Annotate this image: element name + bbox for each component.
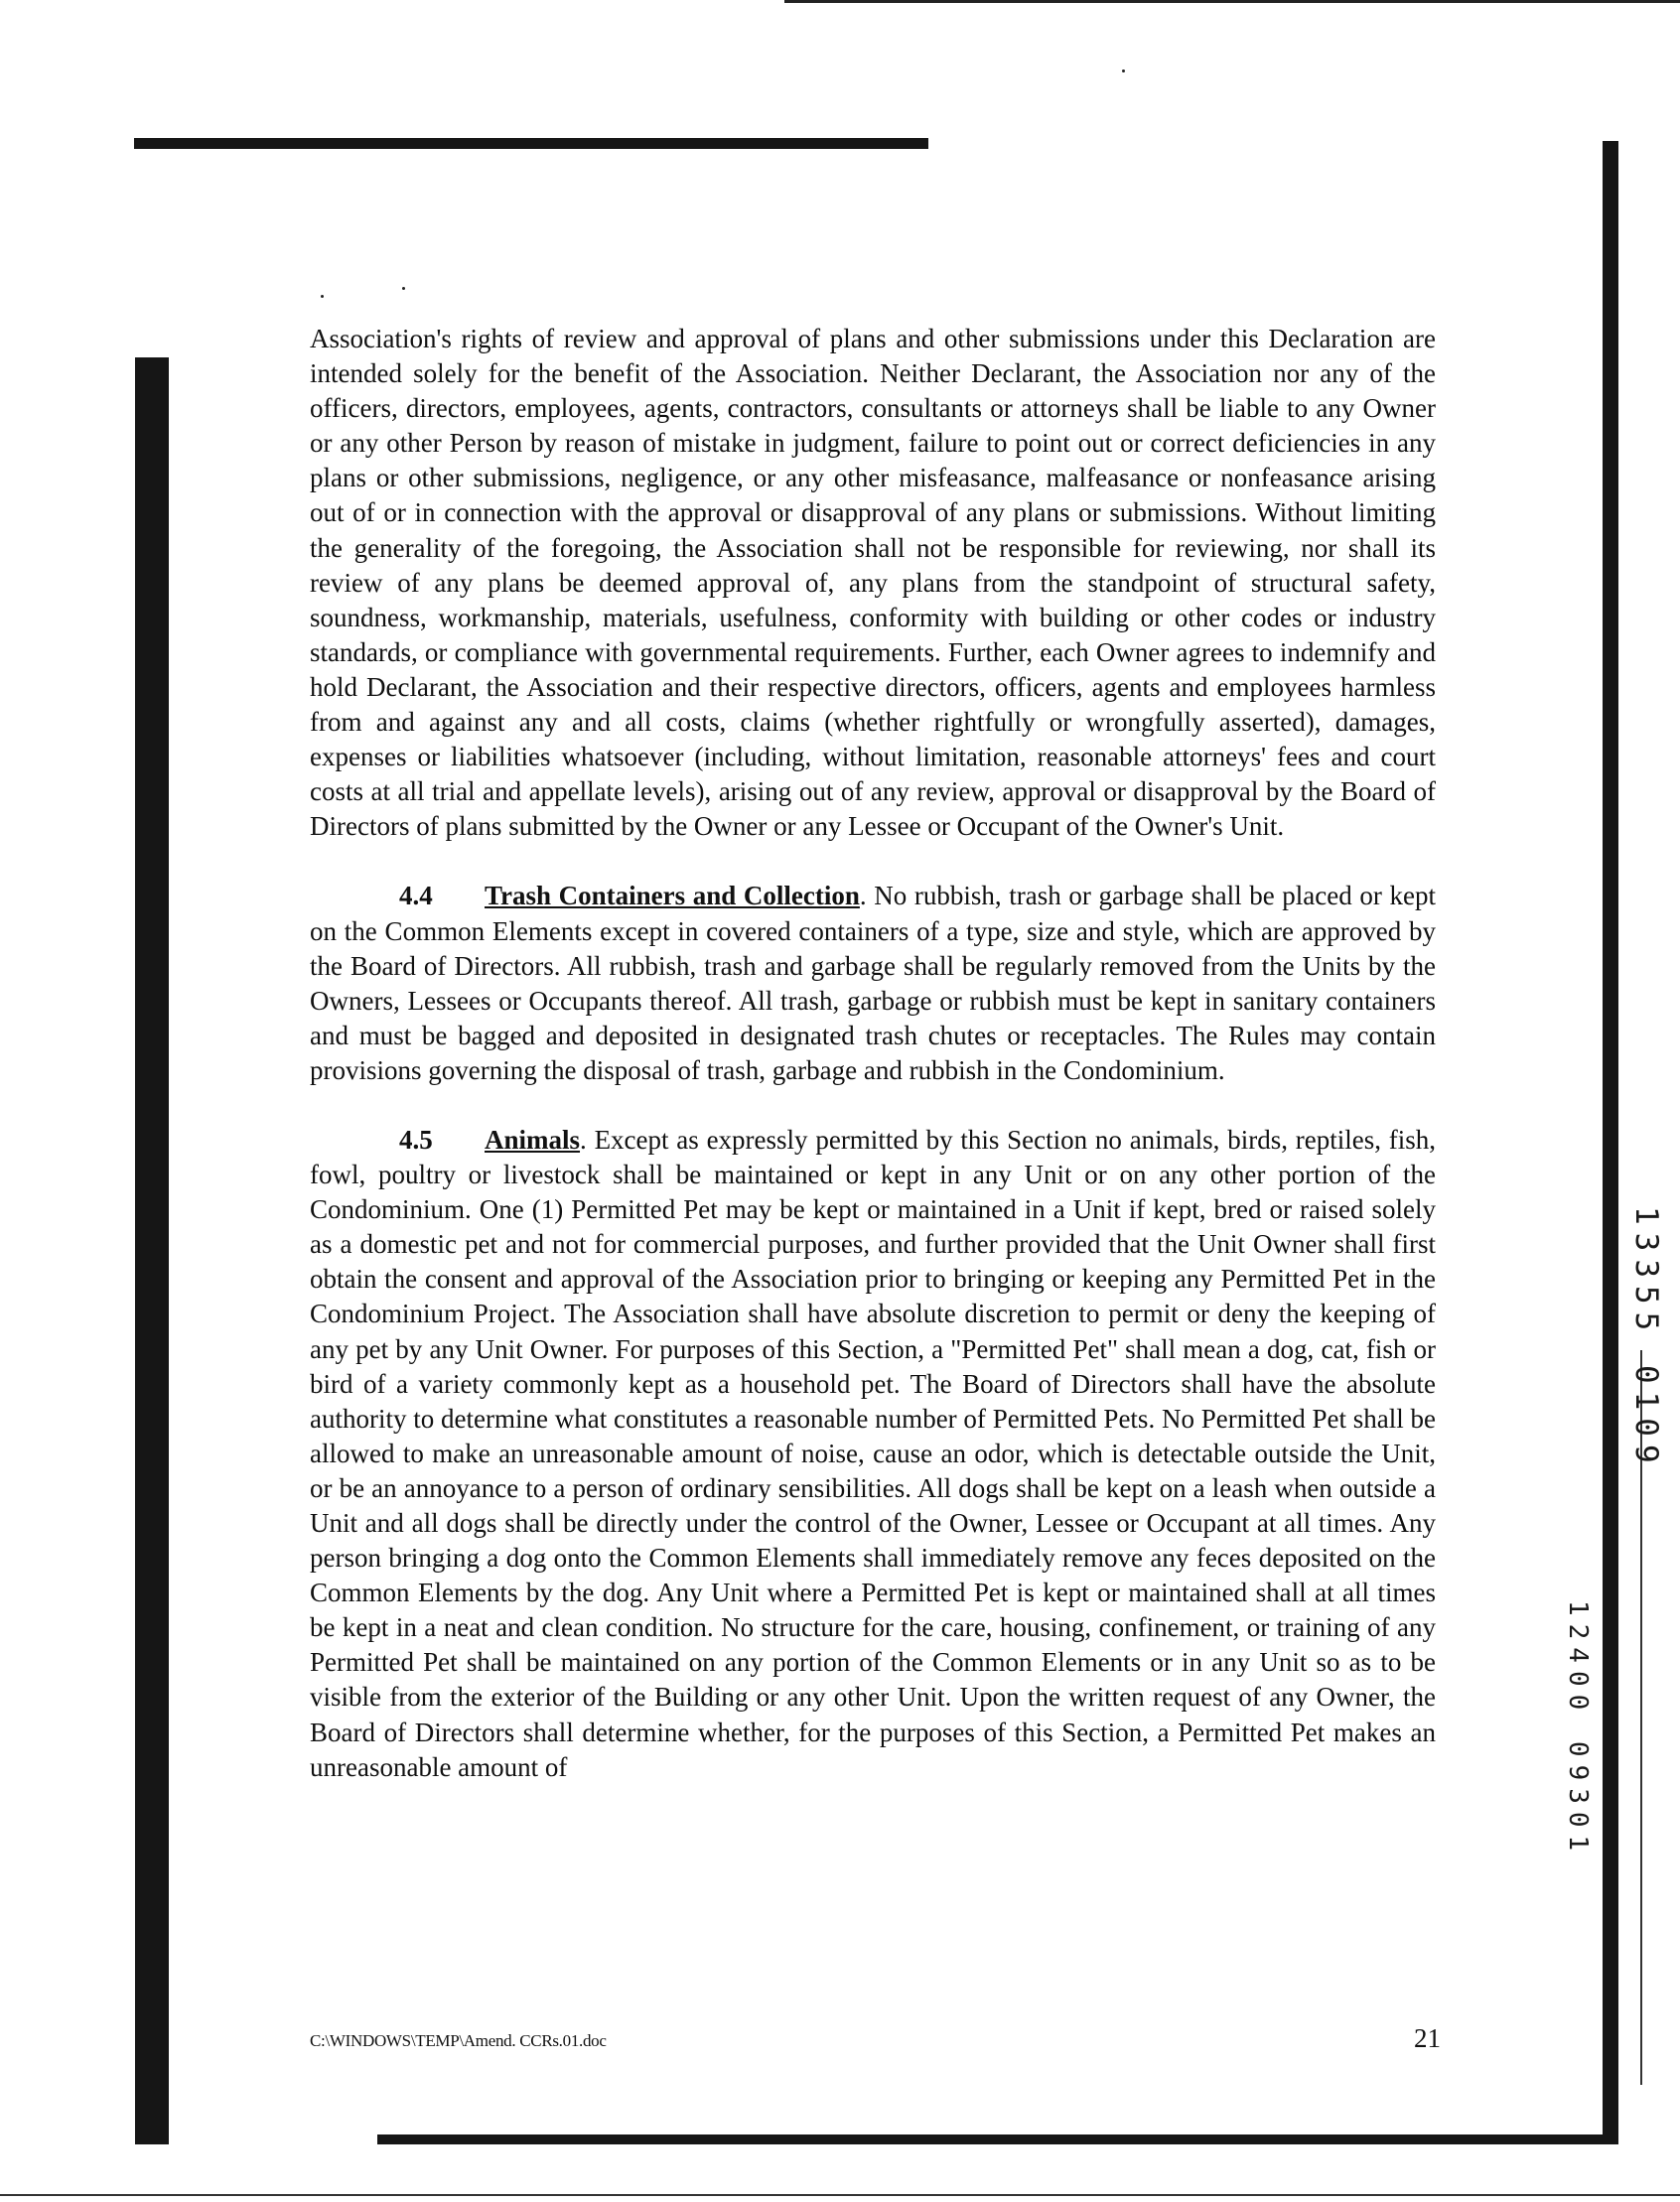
- section-text: . No rubbish, trash or garbage shall be placed or kept on the Common Elements except in covered containers of a type, size and style, which are approved by the Board of Directors. All rubbish, trash and garbage shall be regularly removed from the Units by the Owners, Lessees or Occupants thereof. All trash, garbage or rubbish must be kept in sanitary containers and must be bagged and deposited in designated trash chutes or receptacles. The Rules may contain provisions governing the disposal of trash, garbage and rubbish in the Condominium.: [310, 881, 1436, 1085]
- scan-speck: [321, 295, 324, 298]
- left-scan-bar: [135, 357, 169, 2144]
- section-number: 4.4: [399, 881, 433, 911]
- right-scan-bar: [1603, 141, 1618, 2144]
- section-4-5: [310, 1123, 1436, 1785]
- document-body: [310, 322, 1436, 1820]
- page-number: 21: [1414, 2023, 1441, 2053]
- section-number: 4.5: [399, 1124, 433, 1155]
- paragraph-review-approval: Association's rights of review and approval of plans and other submissions under this Declaration are intended solely for the benefit of the Association. Neither Declarant, the Association nor any of the officers, directors, employees, agents, contractors, consultants or attorneys shall be liable to any Owner or any other Person by reason of mistake in judgment, failure to point out or correct deficiencies in any plans or other submissions, negligence, or any other misfeasance, malfeasance or nonfeasance arising out of or in connection with the approval or disapproval of any plans or submissions. Without limiting the generality of the foregoing, the Association shall not be responsible for reviewing, nor shall its review of any plans be deemed approval of, any plans from the standpoint of structural safety, soundness, workmanship, materials, usefulness, conformity with building or other codes or industry standards, or compliance with governmental requirements. Further, each Owner agrees to indemnify and hold Declarant, the Association and their respective directors, officers, agents and employees harmless from and against any and all costs, claims (whether rightfully or wrongfully asserted), damages, expenses or liabilities whatsoever (including, without limitation, reasonable attorneys' fees and court costs at all trial and appellate levels), arising out of any review, approval or disapproval by the Board of Directors of plans submitted by the Owner or any Lessee or Occupant of the Owner's Unit.: [310, 324, 1436, 842]
- scan-speck: [402, 287, 405, 290]
- section-title: Trash Containers and Collection: [485, 881, 860, 911]
- recording-stamp-secondary: 12400 09301: [1563, 1600, 1593, 1859]
- section-4-4: [310, 879, 1436, 1088]
- scan-speck: [1122, 69, 1125, 72]
- top-scan-rule: [134, 138, 928, 149]
- recording-stamp-book-page: 13355 0109: [1628, 1206, 1664, 1471]
- footer-file-path: C:\WINDOWS\TEMP\Amend. CCRs.01.doc: [310, 2031, 607, 2050]
- page-bottom-edge: [0, 2194, 1680, 2196]
- section-text: . Except as expressly permitted by this Section no animals, birds, reptiles, fish, fowl, poultry or livestock shall be maintained or kept in any Unit or on any other portion of the Condominium. One (1) Permitted Pet may be kept or maintained in a Unit if kept, bred or raised solely as a domestic pet and not for commercial purposes, and further provided that the Unit Owner shall first obtain the consent and approval of the Association prior to bringing or keeping any Permitted Pet in the Condominium Project. The Association shall have absolute discretion to permit or deny the keeping of any pet by any Unit Owner. For purposes of this Section, a "Permitted Pet" shall mean a dog, cat, fish or bird of a variety commonly kept as a household pet. The Board of Directors shall have the absolute authority to determine what constitutes a reasonable number of Permitted Pets. No Permitted Pet shall be allowed to make an unreasonable amount of noise, cause an odor, which is detectable outside the Unit, or be an annoyance to a person of ordinary sensibilities. All dogs shall be kept on a leash when outside a Unit and all dogs shall be directly under the control of the Owner, Lessee or Occupant at all times. Any person bringing a dog onto the Common Elements shall immediately remove any feces deposited on the Common Elements by the dog. Any Unit where a Permitted Pet is kept or maintained shall at all times be kept in a neat and clean condition. No structure for the care, housing, confinement, or training of any Permitted Pet shall be maintained on any portion of the Common Elements or in any Unit so as to be visible from the exterior of the Building or any other Unit. Upon the written request of any Owner, the Board of Directors shall determine whether, for the purposes of this Section, a Permitted Pet makes an unreasonable amount of: [310, 1124, 1436, 1782]
- section-title: Animals: [485, 1124, 581, 1155]
- page-top-edge: [784, 0, 1680, 3]
- bottom-scan-rule: [377, 2134, 1618, 2144]
